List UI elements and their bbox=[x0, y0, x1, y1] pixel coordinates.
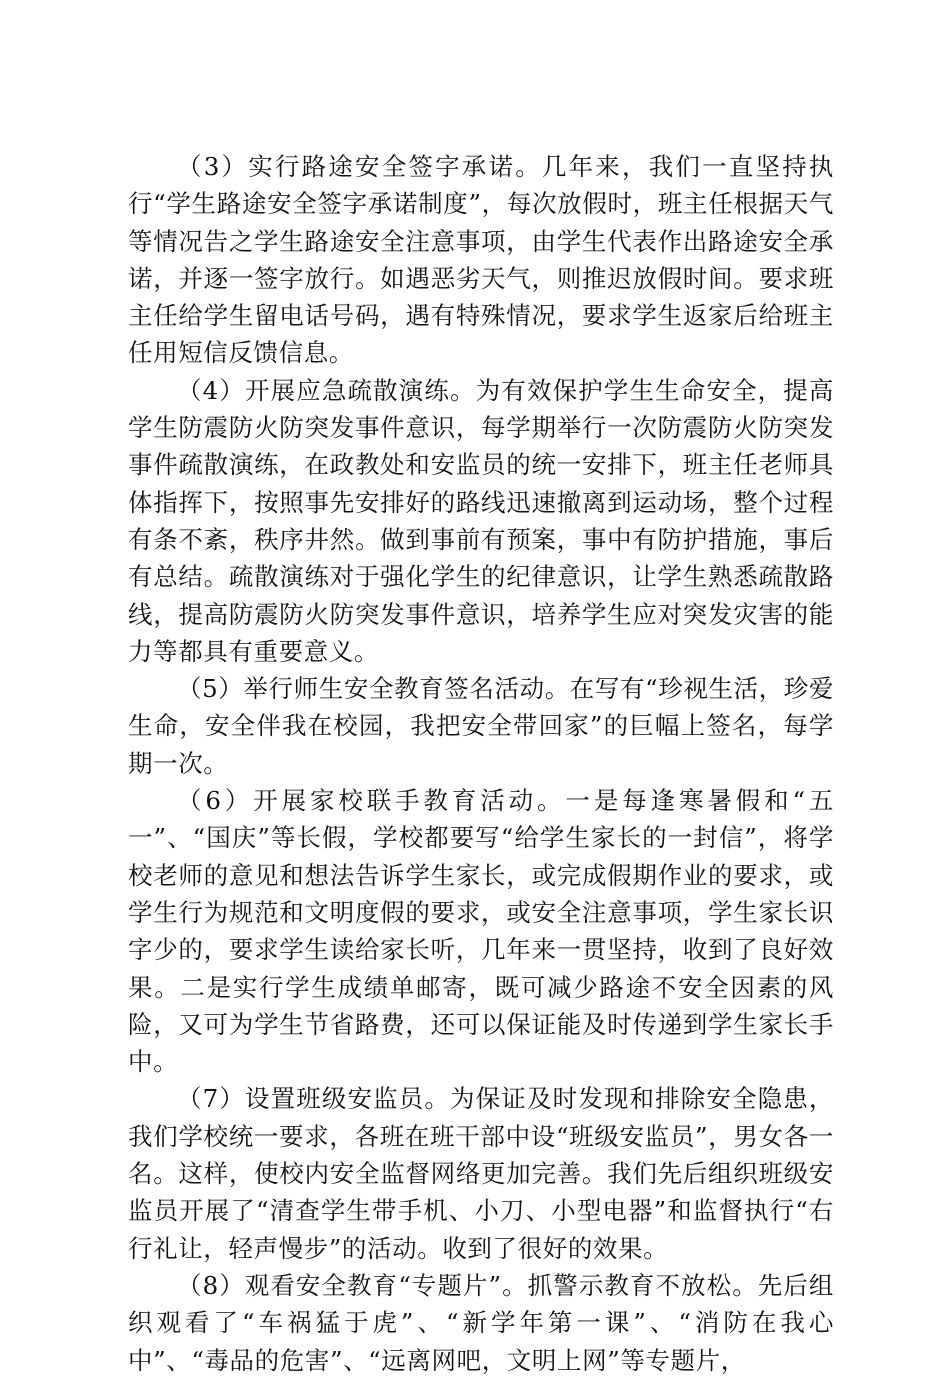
paragraph-3-route-safety: （3）实行路途安全签字承诺。几年来，我们一直坚持执行“学生路途安全签字承诺制度”，每次放假时，班主任根据天气等情况告之学生路途安全注意事项，由学生代表作出路途安全承诺，并逐一签字放行。如遇恶劣天气，则推迟放假时间。要求班主任给学生留电话号码，遇有特殊情况，要求学生返家后给班主任用短信反馈信息。 bbox=[128, 152, 834, 368]
paragraph-4-evacuation-drill: （4）开展应急疏散演练。为有效保护学生生命安全，提高学生防震防火防突发事件意识，每学期举行一次防震防火防突发事件疏散演练，在政教处和安监员的统一安排下，班主任老师具体指挥下，按照事先安排好的路线迅速撤离到运动场，整个过程有条不紊，秩序井然。做到事前有预案，事中有防护措施，事后有总结。疏散演练对于强化学生的纪律意识，让学生熟悉疏散路线，提高防震防火防突发事件意识，培养学生应对突发灾害的能力等都具有重要意义。 bbox=[128, 375, 834, 666]
paragraph-5-signature-activity: （5）举行师生安全教育签名活动。在写有“珍视生活，珍爱生命，安全伴我在校园，我把安全带回家”的巨幅上签名，每学期一次。 bbox=[128, 674, 834, 778]
paragraph-7-class-monitor: （7）设置班级安监员。为保证及时发现和排除安全隐患，我们学校统一要求，各班在班干部中设“班级安监员”，男女各一名。这样，使校内安全监督网络更加完善。我们先后组织班级安监员开展了“清查学生带手机、小刀、小型电器”和监督执行“右行礼让，轻声慢步”的活动。收到了很好的效果。 bbox=[128, 1084, 834, 1263]
paragraph-8-safety-films: （8）观看安全教育“专题片”。抓警示教育不放松。先后组织观看了“车祸猛于虎”、“新学年第一课”、“消防在我心中”、“毒品的危害”、“远离网吧，文明上网”等专题片， bbox=[128, 1270, 834, 1375]
paragraph-6-home-school: （6）开展家校联手教育活动。一是每逢寒暑假和“五一”、“国庆”等长假，学校都要写“给学生家长的一封信”，将学校老师的意见和想法告诉学生家长，或完成假期作业的要求，或学生行为规范和文明度假的要求，或安全注意事项，学生家长识字少的，要求学生读给家长听，几年来一贯坚持，收到了良好效果。二是实行学生成绩单邮寄，既可减少路途不安全因素的风险，又可为学生节省路费，还可以保证能及时传递到学生家长手中。 bbox=[128, 786, 834, 1077]
document-body bbox=[128, 148, 834, 1379]
